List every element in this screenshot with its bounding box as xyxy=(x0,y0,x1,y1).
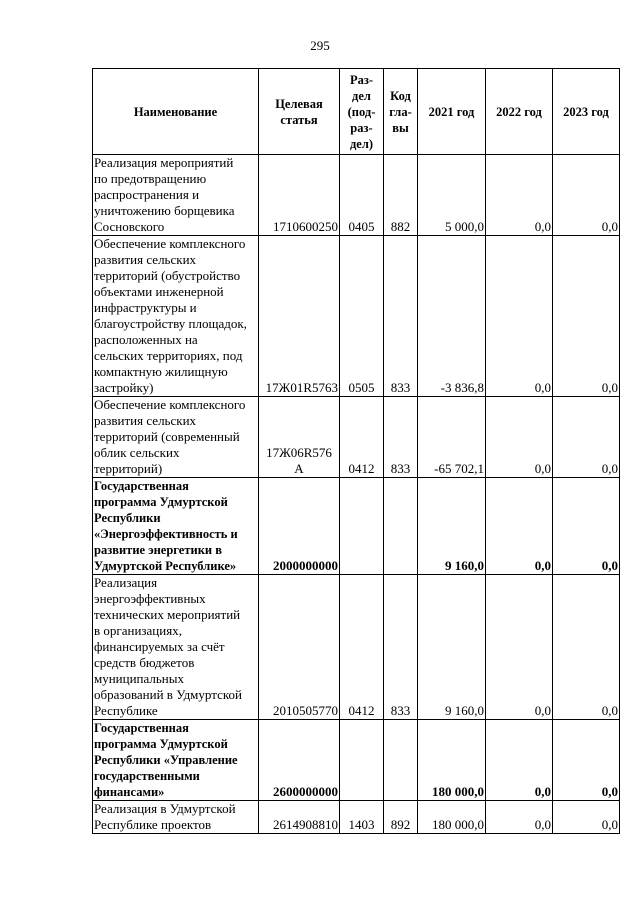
text-line: по предотвращению xyxy=(94,171,207,186)
text-line: А xyxy=(294,461,304,476)
text-line: Код xyxy=(390,88,411,103)
text-line: раз- xyxy=(350,120,373,135)
row-2023: 0,0 xyxy=(553,575,620,720)
text-line: развития сельских xyxy=(94,252,197,267)
text-line: развитие энергетики в xyxy=(94,543,222,557)
row-code xyxy=(384,478,418,575)
page-number: 295 xyxy=(310,38,330,53)
text-line: вы xyxy=(392,120,409,135)
row-2023: 0,0 xyxy=(553,801,620,834)
row-2021: 5 000,0 xyxy=(418,155,486,236)
text-line: облик сельских xyxy=(94,445,180,460)
text-line: Государственная xyxy=(94,721,189,735)
text-line: расположенных на xyxy=(94,332,198,347)
text-line: Государственная xyxy=(94,479,189,493)
text-line: муниципальных xyxy=(94,671,185,686)
header-2021: 2021 год xyxy=(418,69,486,155)
text-line: Республике проектов xyxy=(94,817,212,832)
text-line: программа Удмуртской xyxy=(94,737,228,751)
row-2022: 0,0 xyxy=(486,575,553,720)
row-section: 0405 xyxy=(340,155,384,236)
row-2021: 9 160,0 xyxy=(418,478,486,575)
text-line: Раз- xyxy=(349,72,374,87)
text-line: дел) xyxy=(349,136,374,151)
text-line: «Энергоэффективность и xyxy=(94,527,238,541)
row-name xyxy=(93,478,259,575)
row-2023: 0,0 xyxy=(553,478,620,575)
row-name xyxy=(93,155,259,236)
text-line: территорий (современный xyxy=(94,429,240,444)
row-2022: 0,0 xyxy=(486,801,553,834)
row-2023: 0,0 xyxy=(553,236,620,397)
text-line: в организациях, xyxy=(94,623,182,638)
text-line: 17Ж06R576 xyxy=(266,445,332,460)
row-code: 882 xyxy=(384,155,418,236)
row-2021: -65 702,1 xyxy=(418,397,486,478)
text-line: 2000000000 xyxy=(273,558,338,573)
row-section: 0412 xyxy=(340,397,384,478)
row-2021: 180 000,0 xyxy=(418,801,486,834)
row-code: 892 xyxy=(384,801,418,834)
text-line: Реализация мероприятий xyxy=(94,155,234,170)
table-row xyxy=(93,575,620,720)
row-target xyxy=(259,236,340,397)
row-2022: 0,0 xyxy=(486,155,553,236)
text-line: финансами» xyxy=(94,785,165,799)
budget-table xyxy=(92,68,620,834)
text-line: распространения и xyxy=(94,187,200,202)
row-2022: 0,0 xyxy=(486,236,553,397)
text-line: территорий) xyxy=(94,461,163,476)
row-code: 833 xyxy=(384,575,418,720)
text-line: дел xyxy=(352,88,371,103)
text-line: Удмуртской Республике» xyxy=(94,559,237,573)
text-line: объектами инженерной xyxy=(94,284,224,299)
header-section xyxy=(340,69,384,155)
header-row xyxy=(93,69,620,155)
text-line: Республике xyxy=(94,703,158,718)
text-line: Обеспечение комплексного xyxy=(94,397,246,412)
table-row-program xyxy=(93,720,620,801)
text-line: гла- xyxy=(389,104,412,119)
text-line: программа Удмуртской xyxy=(94,495,228,509)
text-line: застройку) xyxy=(94,380,154,395)
table-row xyxy=(93,801,620,834)
row-section: 0412 xyxy=(340,575,384,720)
row-target xyxy=(259,155,340,236)
text-line: 2614908810 xyxy=(273,817,338,832)
table-row xyxy=(93,236,620,397)
text-line: развития сельских xyxy=(94,413,197,428)
row-name xyxy=(93,720,259,801)
row-section: 1403 xyxy=(340,801,384,834)
row-name xyxy=(93,801,259,834)
text-line: Реализация xyxy=(94,575,158,590)
text-line: энергоэффективных xyxy=(94,591,206,606)
text-line: инфраструктуры и xyxy=(94,300,197,315)
row-2022: 0,0 xyxy=(486,478,553,575)
row-section xyxy=(340,720,384,801)
text-line: 2010505770 xyxy=(273,703,338,718)
table-row-program xyxy=(93,478,620,575)
row-section xyxy=(340,478,384,575)
table-row xyxy=(93,397,620,478)
row-name xyxy=(93,236,259,397)
text-line: Сосновского xyxy=(94,219,165,234)
text-line: сельских территориях, под xyxy=(94,348,243,363)
row-target xyxy=(259,720,340,801)
text-line: образований в Удмуртской xyxy=(94,687,242,702)
row-section: 0505 xyxy=(340,236,384,397)
row-code: 833 xyxy=(384,397,418,478)
text-line: технических мероприятий xyxy=(94,607,241,622)
header-target: Целевая статья xyxy=(259,69,340,155)
text-line: благоустройству площадок, xyxy=(94,316,247,331)
text-line: компактную жилищную xyxy=(94,364,228,379)
text-line: средств бюджетов xyxy=(94,655,195,670)
row-2023: 0,0 xyxy=(553,397,620,478)
row-2021: 9 160,0 xyxy=(418,575,486,720)
header-2023: 2023 год xyxy=(553,69,620,155)
row-target xyxy=(259,575,340,720)
text-line: 17Ж01R5763 xyxy=(265,380,338,395)
row-2023: 0,0 xyxy=(553,720,620,801)
text-line: государственными xyxy=(94,769,200,783)
text-line: уничтожению борщевика xyxy=(94,203,235,218)
row-code: 833 xyxy=(384,236,418,397)
text-line: Республики «Управление xyxy=(94,753,238,767)
header-code xyxy=(384,69,418,155)
row-2023: 0,0 xyxy=(553,155,620,236)
row-target xyxy=(259,397,340,478)
text-line: 2600000000 xyxy=(273,784,338,799)
text-line: Обеспечение комплексного xyxy=(94,236,246,251)
text-line: Реализация в Удмуртской xyxy=(94,801,236,816)
row-2021: -3 836,8 xyxy=(418,236,486,397)
text-line: (под- xyxy=(347,104,376,119)
row-name xyxy=(93,575,259,720)
row-target xyxy=(259,801,340,834)
text-line: 1710600250 xyxy=(273,219,338,234)
row-target xyxy=(259,478,340,575)
header-name: Наименование xyxy=(93,69,259,155)
table-row xyxy=(93,155,620,236)
header-2022: 2022 год xyxy=(486,69,553,155)
row-name xyxy=(93,397,259,478)
text-line: территорий (обустройство xyxy=(94,268,241,283)
text-line: Республики xyxy=(94,511,161,525)
row-2021: 180 000,0 xyxy=(418,720,486,801)
row-code xyxy=(384,720,418,801)
row-2022: 0,0 xyxy=(486,720,553,801)
row-2022: 0,0 xyxy=(486,397,553,478)
text-line: финансируемых за счёт xyxy=(94,639,225,654)
